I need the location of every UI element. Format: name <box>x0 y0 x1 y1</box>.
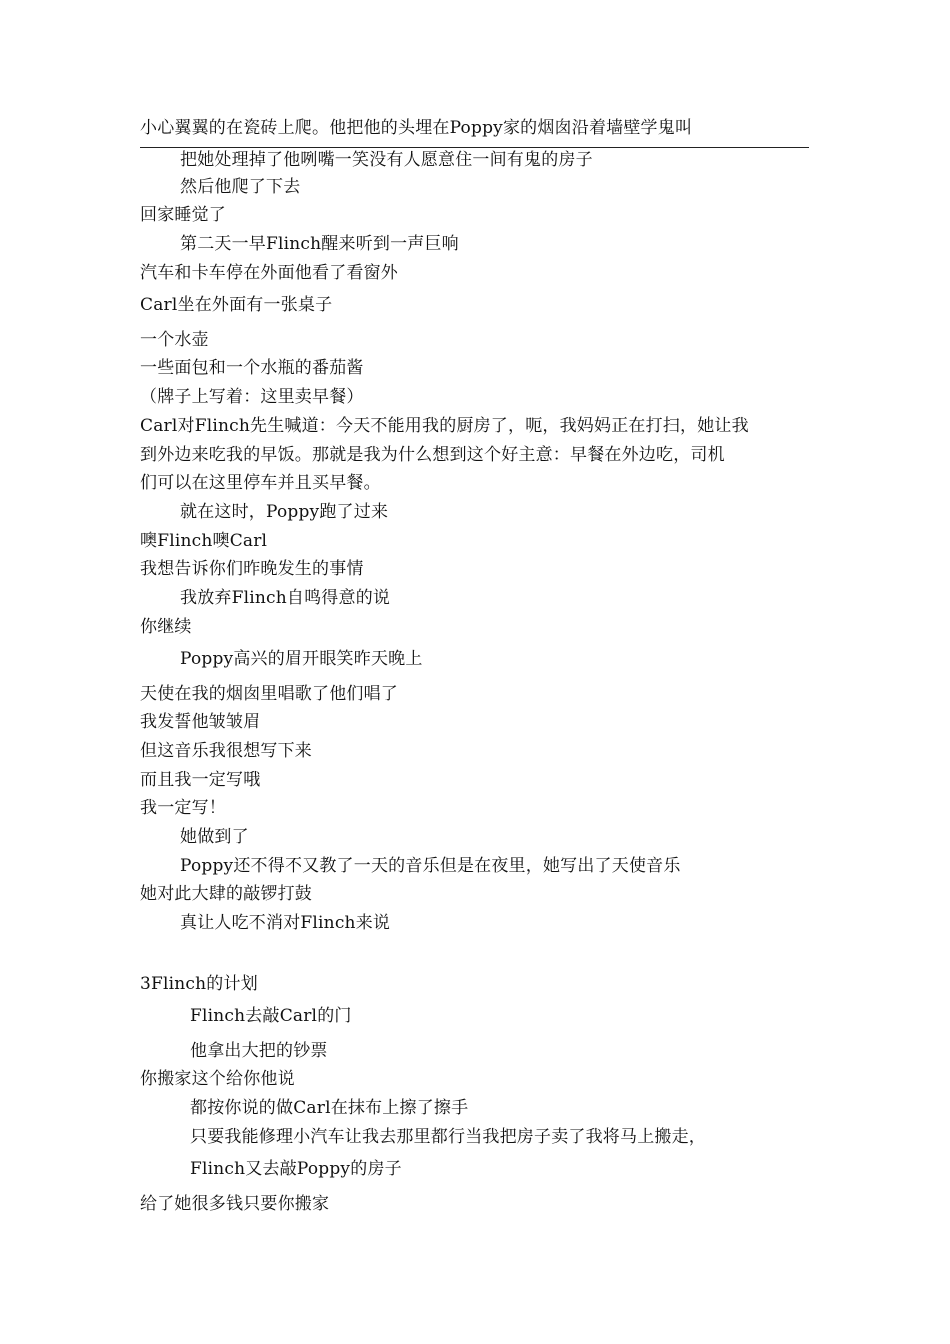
text-line: 回家睡觉了 <box>140 205 226 225</box>
text-line: 到外边来吃我的早饭。那就是我为什么想到这个好主意：早餐在外边吃，司机 <box>140 445 725 465</box>
text-line: Flinch去敲Carl的门 <box>190 1006 352 1026</box>
text-line: 他拿出大把的钞票 <box>190 1041 328 1061</box>
text-line: 们可以在这里停车并且买早餐。 <box>140 473 381 493</box>
text-line: Poppy高兴的眉开眼笑昨天晚上 <box>180 649 423 669</box>
header-text: 小心翼翼的在瓷砖上爬。他把他的头埋在Poppy家的烟囱沿着墙壁学鬼叫 <box>140 118 693 138</box>
text-line: 一些面包和一个水瓶的番茄酱 <box>140 358 364 378</box>
text-line: 汽车和卡车停在外面他看了看窗外 <box>140 263 398 283</box>
text-line: 给了她很多钱只要你搬家 <box>140 1194 330 1214</box>
text-line: Poppy还不得不又教了一天的音乐但是在夜里，她写出了天使音乐 <box>180 856 681 876</box>
text-line: Carl对Flinch先生喊道：今天不能用我的厨房了，呃，我妈妈正在打扫，她让我 <box>140 416 749 436</box>
text-line: 第二天一早Flinch醒来听到一声巨响 <box>180 234 459 254</box>
text-line: Flinch又去敲Poppy的房子 <box>190 1159 402 1179</box>
text-line: 我一定写！ <box>140 798 226 818</box>
text-line: 她做到了 <box>180 827 249 847</box>
text-line: 天使在我的烟囱里唱歌了他们唱了 <box>140 684 398 704</box>
text-line: 然后他爬了下去 <box>180 177 301 197</box>
text-line: 而且我一定写哦 <box>140 770 261 790</box>
text-line: 我发誓他皱皱眉 <box>140 712 261 732</box>
text-line: 都按你说的做Carl在抹布上擦了擦手 <box>190 1098 469 1118</box>
section-heading: 3Flinch的计划 <box>140 974 258 994</box>
text-line: 我放弃Flinch自鸣得意的说 <box>180 588 391 608</box>
text-line: 把她处理掉了他咧嘴一笑没有人愿意住一间有鬼的房子 <box>180 150 593 170</box>
text-line: 真让人吃不消对Flinch来说 <box>180 913 391 933</box>
text-line: 噢Flinch噢Carl <box>140 531 268 551</box>
text-line: 一个水壶 <box>140 330 209 350</box>
text-line: 我想告诉你们昨晚发生的事情 <box>140 559 364 579</box>
header-rule <box>140 147 809 148</box>
text-line: 就在这时，Poppy跑了过来 <box>180 502 389 522</box>
text-line: （牌子上写着：这里卖早餐） <box>140 387 364 407</box>
text-line: Carl坐在外面有一张桌子 <box>140 295 333 315</box>
text-line: 只要我能修理小汽车让我去那里都行当我把房子卖了我将马上搬走， <box>190 1127 706 1147</box>
text-line: 你继续 <box>140 617 192 637</box>
text-line: 你搬家这个给你他说 <box>140 1069 295 1089</box>
text-line: 她对此大肆的敲锣打鼓 <box>140 884 312 904</box>
text-line: 但这音乐我很想写下来 <box>140 741 312 761</box>
